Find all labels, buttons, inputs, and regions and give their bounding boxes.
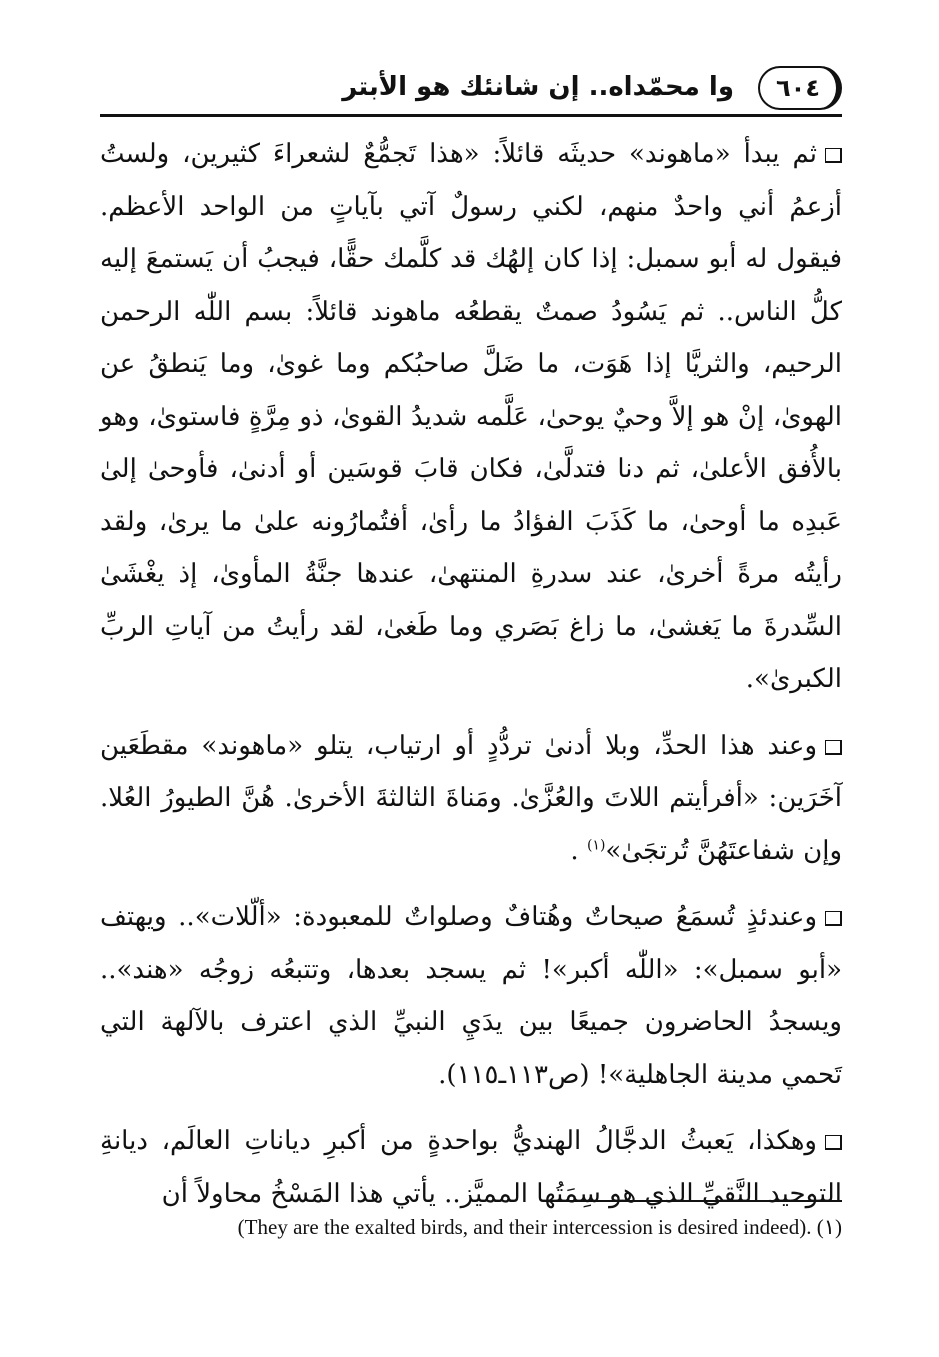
paragraph-marker-icon [825, 1135, 842, 1150]
footnote-reference[interactable]: (١) [586, 836, 606, 853]
footnote-text: (They are the exalted birds, and their intercession is desired indeed). [237, 1215, 812, 1239]
paragraph-text: وعند هذا الحدِّ، وبلا أدنىٰ تردُّدٍ أو ارتياب، يتلو «ماهوند» مقطَعَين آخَرَين: «أفرأيتم اللاتَ والعُزَّىٰ. ومَناةَ الثالثةَ الأخرىٰ. هُنَّ الطيورُ العُلا. وإن شفاعتَهُنَّ تُرتجَىٰ» [100, 730, 842, 866]
page-number: ٦٠٤ [758, 66, 842, 110]
paragraph [100, 720, 842, 878]
footnote-marker: (١) [816, 1215, 842, 1239]
paragraph [100, 1115, 842, 1220]
body-text [100, 128, 842, 1220]
running-title: وا محمّداه.. إن شانئك هو الأبتر [342, 72, 734, 102]
footnote [82, 1212, 842, 1242]
paragraph-marker-icon [825, 911, 842, 926]
paragraph-text: وهكذا، يَعبثُ الدجَّالُ الهنديُّ بواحدةٍ من أكبرِ دياناتِ العالَم، ديانةِ التوحيد النَّقيِّ الذي هو سِمَتُها المميَّز.. يأتي هذا المَسْخُ محاولاً أن [100, 1126, 842, 1209]
paragraph-tail: . [570, 835, 587, 866]
running-header [100, 62, 842, 118]
paragraph [100, 128, 842, 706]
header-rule [100, 114, 842, 117]
paragraph [100, 891, 842, 1101]
footnote-rule [554, 1200, 842, 1202]
paragraph-text: وعندئذٍ تُسمَعُ صيحاتٌ وهُتافٌ وصلواتٌ للمعبودة: «ألّلات».. ويهتف «أبو سمبل»: «اللّٰه أكبر»! ثم يسجد بعدها، وتتبعُه زوجُه «هند».. ويسجدُ الحاضرون جميعًا بين يدَيِ النبيِّ الذي اعترف بالآلهة التي تَحمي مدينة الجاهلية»! (ص١١٣ـ١١٥). [100, 902, 842, 1090]
paragraph-text: ثم يبدأ «ماهوند» حديثَه قائلاً: «هذا تَجمُّعٌ لشعراءَ كثيرين، ولستُ أزعمُ أني واحدٌ منهم، لكني رسولٌ آتي بآياتٍ من الواحد الأعظم. فيقول له أبو سمبل: إذا كان إلهُك قد كلَّمك حقًّا، فيجبُ أن يَستمعَ إليه كلُّ الناس.. ثم يَسُودُ صمتٌ يقطعُه ماهوند قائلاً: بسم اللّٰه الرحمن الرحيم، والثريَّا إذا هَوَت، ما ضَلَّ صاحبُكم وما غوىٰ، وما يَنطقُ عن الهوىٰ، إنْ هو إلاَّ وحيٌ يوحىٰ، عَلَّمه شديدُ القوىٰ، ذو مِرَّةٍ فاستوىٰ، وهو بالأُفق الأعلىٰ، ثم دنا فتدلَّىٰ، فكان قابَ قوسَين أو أدنىٰ، فأوحىٰ إلىٰ عَبدِه ما أوحىٰ، ما كَذَبَ الفؤادُ ما رأىٰ، أفتُمارُونه علىٰ ما يرىٰ، ولقد رأيتُه مرةً أخرىٰ، عند سدرةِ المنتهىٰ، عندها جنَّةُ المأوىٰ، إذ يغْشَىٰ السِّدرةَ ما يَغشىٰ، ما زاغ بَصَري وما طَغىٰ، لقد رأيتُ من آياتِ الربِّ الكبرىٰ». [100, 139, 842, 694]
paragraph-marker-icon [825, 148, 842, 163]
paragraph-marker-icon [825, 740, 842, 755]
